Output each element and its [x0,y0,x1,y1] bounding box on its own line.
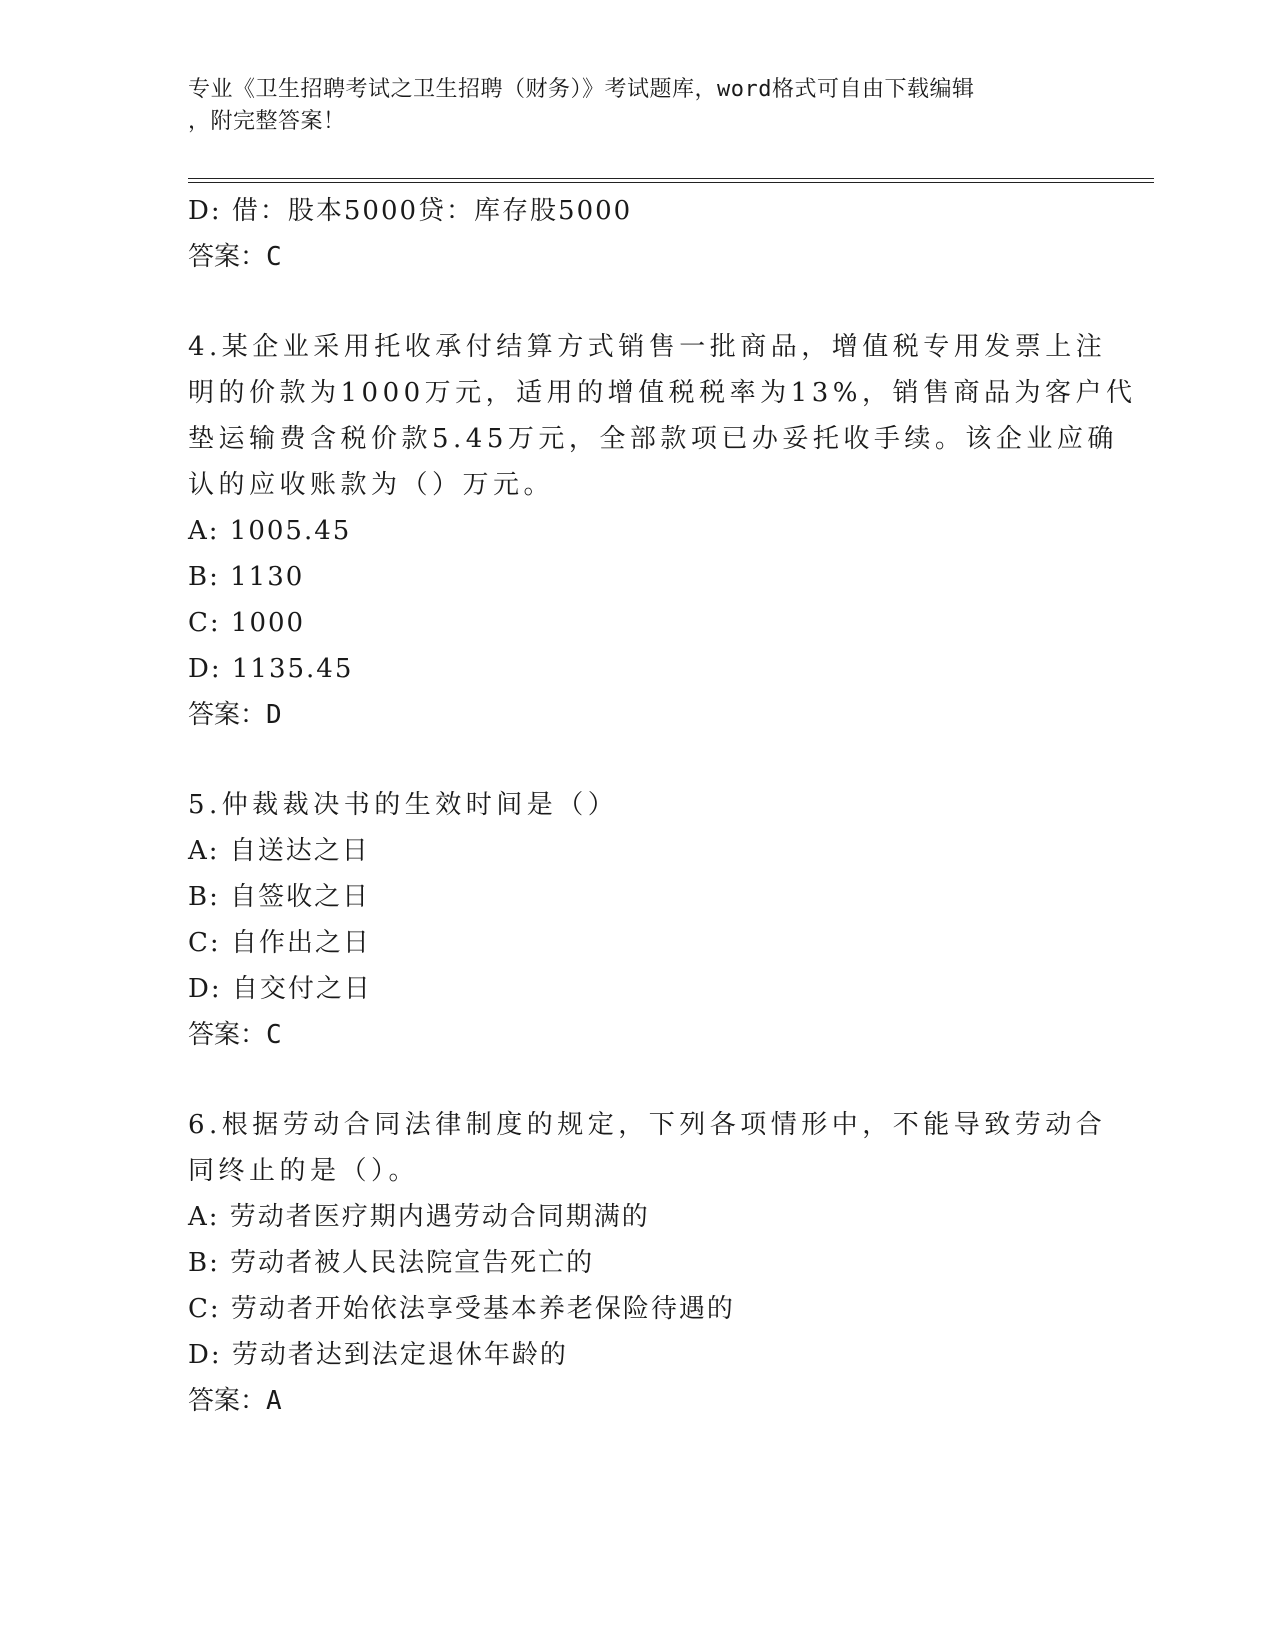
option-d: D: 劳动者达到法定退休年龄的 [188,1340,568,1370]
header-line-1: 专业《卫生招聘考试之卫生招聘（财务）》考试题库，word格式可自由下载编辑 [188,77,975,102]
option-a: A: 劳动者医疗期内遇劳动合同期满的 [188,1202,650,1232]
header-divider [188,178,1154,183]
answer-label: 答案： [188,242,267,272]
question-4 [188,324,1137,738]
question-stem-line: 5.仲裁裁决书的生效时间是（） [188,790,619,820]
option-b: B: 1130 [188,562,305,592]
option-c: C: 劳动者开始依法享受基本养老保险待遇的 [188,1294,735,1324]
answer-value: C [266,1020,282,1050]
question-6 [188,1102,1107,1424]
document-body [188,188,1137,1424]
header-line-2: ，附完整答案！ [188,109,346,134]
option-a: A: 自送达之日 [188,836,370,866]
option-b: B: 自签收之日 [188,882,371,912]
answer-line [188,234,1088,280]
answer-label: 答案： [188,1386,267,1416]
option-c: C: 1000 [188,608,306,638]
answer-value: A [266,1386,282,1416]
option-d: D: 1135.45 [188,654,354,684]
option-b: B: 劳动者被人民法院宣告死亡的 [188,1248,595,1278]
question-5 [188,782,1088,1058]
answer-line [188,692,1088,738]
question-stem-line: 同终止的是（）。 [188,1156,420,1186]
question-stem-line: 认的应收账款为（）万元。 [188,470,555,500]
question-stem-line: 4.某企业采用托收承付结算方式销售一批商品，增值税专用发票上注 [188,332,1107,362]
question-stem-line: 明的价款为1000万元，适用的增值税税率为13%，销售商品为客户代 [188,378,1137,408]
option-a: A: 1005.45 [188,516,352,546]
answer-value: D [266,700,282,730]
document-header [188,74,1068,138]
option-d: D: 借：股本5000贷：库存股5000 [188,196,633,226]
previous-question-tail [188,188,1088,280]
option-d: D: 自交付之日 [188,974,372,1004]
option-c: C: 自作出之日 [188,928,371,958]
question-stem-line: 垫运输费含税价款5.45万元，全部款项已办妥托收手续。该企业应确 [188,424,1118,454]
answer-value: C [266,242,282,272]
question-stem-line: 6.根据劳动合同法律制度的规定，下列各项情形中，不能导致劳动合 [188,1110,1107,1140]
answer-line [188,1012,1088,1058]
answer-label: 答案： [188,700,267,730]
answer-line [188,1378,1088,1424]
answer-label: 答案： [188,1020,267,1050]
